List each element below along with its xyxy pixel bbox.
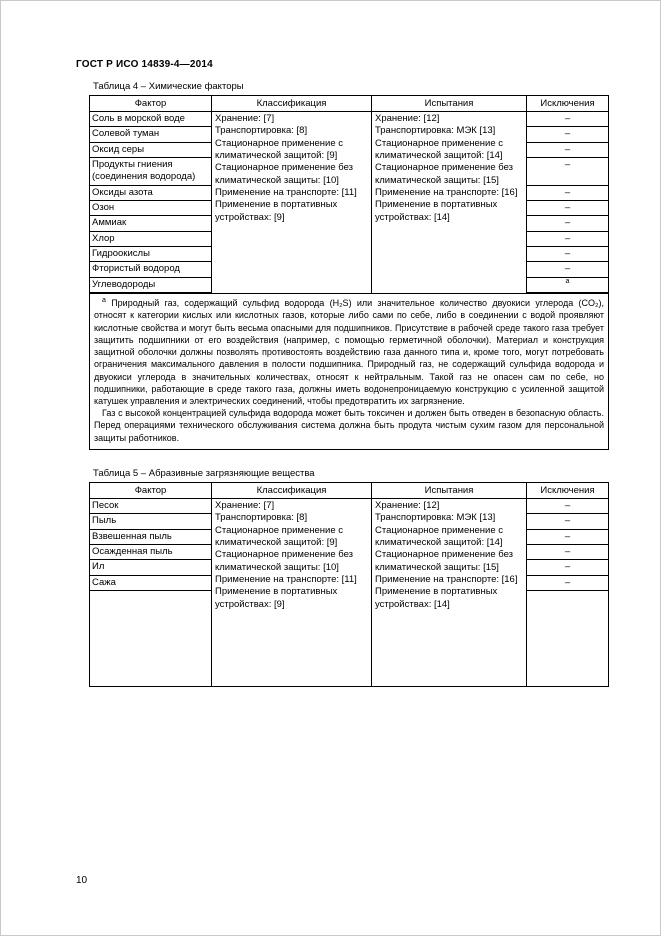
tests-entry: Стационарное применение с климатической защитой: [14] xyxy=(375,524,503,548)
table5-column-header-exclusions: Исключения xyxy=(540,484,595,496)
factor-cell: Гидроокислы xyxy=(90,247,212,262)
classification-entry: Применение в портативных устройствах: [9] xyxy=(215,199,338,223)
exclusion-cell: – xyxy=(527,530,608,545)
factor-column-filler xyxy=(90,591,212,686)
factor-cell: Ил xyxy=(90,560,212,575)
exclusion-cell: – xyxy=(527,201,608,216)
exclusion-cell: – xyxy=(527,545,608,560)
table5-column-header-classification: Классификация xyxy=(212,483,372,498)
table4-column-header-tests: Испытания xyxy=(372,96,527,111)
table4-chemical-factors xyxy=(89,95,609,450)
tests-cell xyxy=(372,499,527,686)
document-header: ГОСТ Р ИСО 14839-4—2014 xyxy=(76,59,213,70)
factor-cell: Оксид серы xyxy=(90,143,212,158)
exclusion-cell: – xyxy=(527,576,608,591)
classification-entry: Стационарное применение без климатической защиты: [10] xyxy=(215,549,354,573)
factor-cell: Озон xyxy=(90,201,212,216)
classification-entry: Применение на транспорте: [11] xyxy=(215,187,357,199)
factor-cell: Сажа xyxy=(90,576,212,591)
exclusion-cell: – xyxy=(527,560,608,575)
tests-entry: Применение в портативных устройствах: [14] xyxy=(375,586,498,610)
table4-caption: Таблица 4 – Химические факторы xyxy=(93,81,244,92)
classification-entry: Стационарное применение с климатической защитой: [9] xyxy=(215,137,343,162)
tests-entry: Применение в портативных устройствах: [14] xyxy=(375,199,498,223)
footnote-marker: а xyxy=(102,297,106,305)
exclusion-footnote-ref: а xyxy=(565,277,570,285)
tests-entry: Стационарное применение без климатической защиты: [15] xyxy=(375,549,514,573)
exclusion-cell: – xyxy=(527,514,608,529)
exclusion-cell xyxy=(527,278,608,293)
page-number: 10 xyxy=(76,875,88,886)
classification-entry: Стационарное применение с климатической защитой: [9] xyxy=(215,524,343,548)
footnote-paragraph: Газ с высокой концентрацией сульфида водорода может быть токсичен и должен быть отведен в безопасную область. Перед операциями технического обслуживания система должна быть продута чистым сухим газом для персональной защиты работников. xyxy=(94,408,604,443)
table5-body xyxy=(90,499,608,686)
table4-footnote xyxy=(90,293,608,449)
table5-abrasive-contaminants xyxy=(89,482,609,687)
factor-cell: Аммиак xyxy=(90,216,212,231)
factor-cell: Песок xyxy=(90,499,212,514)
table5-header-row xyxy=(90,483,608,499)
tests-entry: Стационарное применение без климатической защиты: [15] xyxy=(375,162,514,186)
classification-entry: Транспортировка: [8] xyxy=(215,512,308,524)
tests-entry: Хранение: [12] xyxy=(375,499,440,511)
classification-entry: Транспортировка: [8] xyxy=(215,125,308,137)
factor-cell: Фтористый водород xyxy=(90,262,212,277)
factor-cell: Осажденная пыль xyxy=(90,545,212,560)
factor-cell: Углеводороды xyxy=(90,278,212,293)
tests-cell xyxy=(372,112,527,293)
classification-entry: Применение на транспорте: [11] xyxy=(215,574,357,585)
table4-column-header-exclusions: Исключения xyxy=(540,98,595,109)
classification-cell xyxy=(212,112,372,293)
exclusion-cell: – xyxy=(527,186,608,201)
classification-entry: Хранение: [7] xyxy=(215,499,275,511)
exclusion-column-filler xyxy=(527,591,608,686)
table5-column-header-tests: Испытания xyxy=(372,483,527,498)
exclusion-cell: – xyxy=(527,127,608,142)
exclusion-cell: – xyxy=(527,143,608,158)
exclusion-cell: – xyxy=(527,158,608,186)
exclusion-cell: – xyxy=(527,112,608,127)
factor-cell: Солевой туман xyxy=(90,127,212,142)
factor-cell: Продукты гниения (соединения водорода) xyxy=(90,158,212,186)
exclusion-cell: – xyxy=(527,499,608,514)
table5-caption: Таблица 5 – Абразивные загрязняющие вещества xyxy=(93,467,315,479)
factor-cell: Взвешенная пыль xyxy=(90,530,212,545)
table4-header-row xyxy=(90,96,608,112)
factor-cell: Хлор xyxy=(90,232,212,247)
classification-entry: Хранение: [7] xyxy=(215,113,275,124)
table4-column-header-factor: Фактор xyxy=(90,96,212,111)
tests-entry: Хранение: [12] xyxy=(375,113,440,124)
footnote-text: Природный газ, содержащий сульфид водорода (H₂S) или значительное количество двуокиси углерода (CO₂), относят к категории кислых или кислотных газов, которые либо сами по себе, либо в соединении с водой проявляют кислотные свойства и могут быть весьма опасными для подшипников. Присутствие в рабочей среде такого газа требует защитить подшипники от его воздействия (например, с помощью герметичной оболочки). Материал и конструкция защитной оболочки должны позволять противостоять воздействию газа данного типа и, кроме того, могут потребовать ограничения максимального давления в полости подшипника. Природный газ, не содержащий сульфида водорода и двуокиси углерода в значительных количествах, относят к нейтральным. Такой газ не опасен сам по себе, но подшипники, работающие в среде такого газа, должны иметь водонепроницаемую конструкцию с усиленной защитой катушек управления и электрических соединений, чтобы предотвратить их загрязнение. xyxy=(94,298,604,406)
exclusion-cell: – xyxy=(527,216,608,231)
exclusion-cell: – xyxy=(527,262,608,277)
table5-column-header-factor: Фактор xyxy=(90,483,212,498)
classification-entry: Стационарное применение без климатической защиты: [10] xyxy=(215,162,354,186)
factor-cell: Оксиды азота xyxy=(90,186,212,201)
tests-entry: Стационарное применение с климатической защитой: [14] xyxy=(375,137,503,162)
factor-cell: Пыль xyxy=(90,514,212,529)
factor-cell: Соль в морской воде xyxy=(90,112,212,127)
tests-entry: Транспортировка: МЭК [13] xyxy=(375,125,496,137)
table4-column-header-classification: Классификация xyxy=(212,96,372,111)
tests-entry: Применение на транспорте: [16] xyxy=(375,574,518,585)
classification-cell xyxy=(212,499,372,686)
tests-entry: Транспортировка: МЭК [13] xyxy=(375,512,496,524)
exclusion-cell: – xyxy=(527,232,608,247)
footnote-paragraph xyxy=(94,297,604,407)
exclusion-cell: – xyxy=(527,247,608,262)
tests-entry: Применение на транспорте: [16] xyxy=(375,187,518,199)
table4-body xyxy=(90,112,608,293)
classification-entry: Применение в портативных устройствах: [9] xyxy=(215,586,338,610)
